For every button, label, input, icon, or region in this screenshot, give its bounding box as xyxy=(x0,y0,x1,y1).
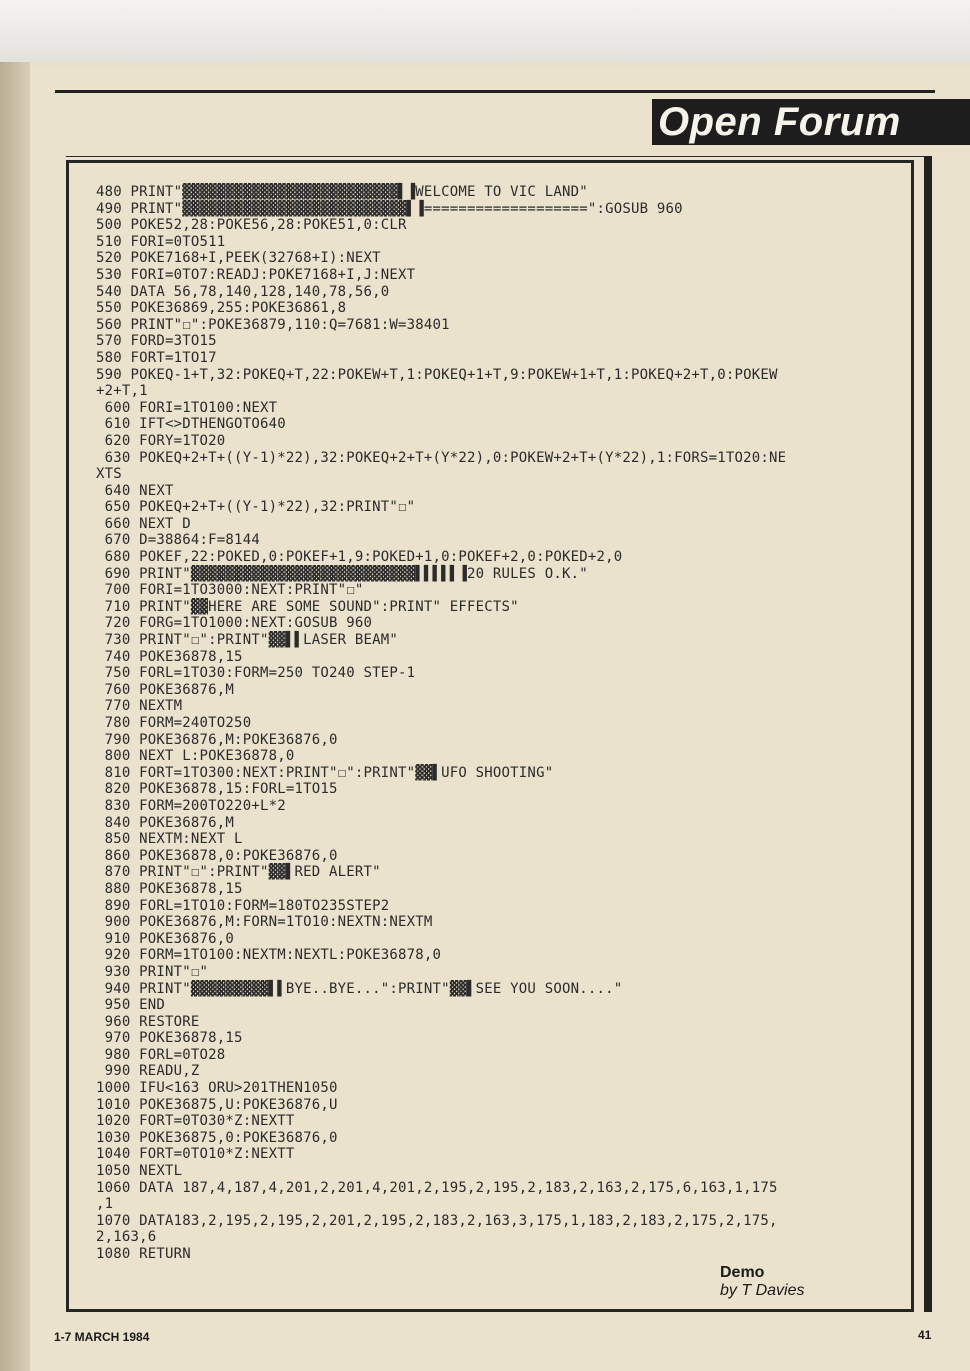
code-line: 760 POKE36876,M xyxy=(96,681,235,698)
code-line: 640 NEXT xyxy=(96,482,174,499)
code-line: 920 FORM=1TO100:NEXTM:NEXTL:POKE36878,0 xyxy=(96,947,442,964)
code-line: 1050 NEXTL xyxy=(96,1163,183,1180)
code-line: 940 PRINT"▓▓▓▓▓▓▓▓▓▌▌BYE..BYE...":PRINT"▓▓▌SEE YOU SOON...." xyxy=(96,980,623,997)
page-number: 41 xyxy=(918,1328,932,1342)
code-line: 910 POKE36876,0 xyxy=(96,930,235,947)
code-line: +2+T,1 xyxy=(96,383,148,400)
code-line: 740 POKE36878,15 xyxy=(96,648,243,665)
code-line: 770 NEXTM xyxy=(96,698,183,715)
code-line: 1030 POKE36875,0:POKE36876,0 xyxy=(96,1129,338,1146)
code-line: 480 PRINT"▓▓▓▓▓▓▓▓▓▓▓▓▓▓▓▓▓▓▓▓▓▓▓▓▓▌▐WELCOME TO VIC LAND" xyxy=(96,184,588,200)
code-line: 840 POKE36876,M xyxy=(96,814,235,831)
code-line: 1010 POKE36875,U:POKE36876,U xyxy=(96,1096,338,1113)
code-line: 2,163,6 xyxy=(96,1229,157,1246)
code-line: 550 POKE36869,255:POKE36861,8 xyxy=(96,300,347,317)
code-line: 530 FORI=0TO7:READJ:POKE7168+I,J:NEXT xyxy=(96,266,416,283)
code-line: 870 PRINT"☐":PRINT"▓▓▌RED ALERT" xyxy=(96,864,381,881)
code-line: 1020 FORT=0TO30*Z:NEXTT xyxy=(96,1113,295,1130)
code-line: 890 FORL=1TO10:FORM=180TO235STEP2 xyxy=(96,897,390,914)
frame-shadow xyxy=(924,156,932,1312)
credit-byline: by T Davies xyxy=(720,1282,805,1299)
header-rule xyxy=(55,90,935,93)
code-line: 510 FORI=0TO511 xyxy=(96,233,226,250)
code-line: 520 POKE7168+I,PEEK(32768+I):NEXT xyxy=(96,250,381,267)
code-line: ,1 xyxy=(96,1196,114,1213)
frame-top-rule xyxy=(66,156,926,157)
program-listing xyxy=(96,184,906,1263)
code-line: 800 NEXT L:POKE36878,0 xyxy=(96,748,295,765)
code-line: 610 IFT<>DTHENGOTO640 xyxy=(96,416,286,433)
code-line: 960 RESTORE xyxy=(96,1013,200,1030)
code-line: 570 FORD=3TO15 xyxy=(96,333,217,350)
code-line: 1070 DATA183,2,195,2,195,2,201,2,195,2,183,2,163,3,175,1,183,2,183,2,175,2,175, xyxy=(96,1212,778,1229)
code-line: 1040 FORT=0TO10*Z:NEXTT xyxy=(96,1146,295,1163)
section-title: Open Forum xyxy=(652,99,970,145)
code-line: 990 READU,Z xyxy=(96,1063,200,1080)
code-line: 1060 DATA 187,4,187,4,201,2,201,4,201,2,195,2,195,2,183,2,163,2,175,6,163,1,175 xyxy=(96,1179,778,1196)
code-line: 690 PRINT"▓▓▓▓▓▓▓▓▓▓▓▓▓▓▓▓▓▓▓▓▓▓▓▓▓▓▌▌▌▌▌▐20 RULES O.K." xyxy=(96,565,588,582)
code-line: 630 POKEQ+2+T+((Y-1)*22),32:POKEQ+2+T+(Y*22),0:POKEW+2+T+(Y*22),1:FORS=1TO20:NE xyxy=(96,449,787,466)
code-line: 560 PRINT"☐":POKE36879,110:Q=7681:W=38401 xyxy=(96,316,450,333)
code-line: 730 PRINT"☐":PRINT"▓▓▌▌LASER BEAM" xyxy=(96,632,399,649)
code-line: 670 D=38864:F=8144 xyxy=(96,532,260,549)
code-line: 580 FORT=1TO17 xyxy=(96,349,217,366)
code-line: 590 POKEQ-1+T,32:POKEQ+T,22:POKEW+T,1:POKEQ+1+T,9:POKEW+1+T,1:POKEQ+2+T,0:POKEW xyxy=(96,366,778,383)
code-line: 600 FORI=1TO100:NEXT xyxy=(96,399,278,416)
code-line: 790 POKE36876,M:POKE36876,0 xyxy=(96,731,338,748)
code-line: 850 NEXTM:NEXT L xyxy=(96,831,243,848)
code-line: 810 FORT=1TO300:NEXT:PRINT"☐":PRINT"▓▓▌UFO SHOOTING" xyxy=(96,764,554,781)
code-line: 1000 IFU<163 ORU>201THEN1050 xyxy=(96,1080,338,1097)
footer-date: 1-7 MARCH 1984 xyxy=(54,1330,150,1344)
code-line: 540 DATA 56,78,140,128,140,78,56,0 xyxy=(96,283,390,300)
page-gutter xyxy=(0,62,30,1371)
code-line: 830 FORM=200TO220+L*2 xyxy=(96,797,286,814)
code-line: 720 FORG=1TO1000:NEXT:GOSUB 960 xyxy=(96,615,373,632)
scan-background xyxy=(0,0,970,62)
article-credit xyxy=(720,1264,804,1300)
code-line: 700 FORI=1TO3000:NEXT:PRINT"☐" xyxy=(96,582,364,599)
code-line: 950 END xyxy=(96,997,166,1014)
code-line: 1080 RETURN xyxy=(96,1246,191,1262)
code-line: 970 POKE36878,15 xyxy=(96,1030,243,1047)
code-line: 980 FORL=0TO28 xyxy=(96,1046,226,1063)
code-line: 820 POKE36878,15:FORL=1TO15 xyxy=(96,781,338,798)
code-line: 860 POKE36878,0:POKE36876,0 xyxy=(96,847,338,864)
code-line: 680 POKEF,22:POKED,0:POKEF+1,9:POKED+1,0:POKEF+2,0:POKED+2,0 xyxy=(96,549,623,566)
credit-title: Demo xyxy=(720,1264,765,1281)
code-line: 900 POKE36876,M:FORN=1TO10:NEXTN:NEXTM xyxy=(96,914,433,931)
code-line: 650 POKEQ+2+T+((Y-1)*22),32:PRINT"☐" xyxy=(96,499,416,516)
code-line: 620 FORY=1TO20 xyxy=(96,432,226,449)
code-line: 880 POKE36878,15 xyxy=(96,880,243,897)
code-line: 500 POKE52,28:POKE56,28:POKE51,0:CLR xyxy=(96,217,407,234)
code-line: 490 PRINT"▓▓▓▓▓▓▓▓▓▓▓▓▓▓▓▓▓▓▓▓▓▓▓▓▓▓▌▐===================":GOSUB 960 xyxy=(96,200,683,217)
code-line: 750 FORL=1TO30:FORM=250 TO240 STEP-1 xyxy=(96,665,416,682)
code-line: 780 FORM=240TO250 xyxy=(96,715,252,731)
code-line: 930 PRINT"☐" xyxy=(96,963,209,980)
code-line: 660 NEXT D xyxy=(96,515,191,532)
code-line: 710 PRINT"▓▓HERE ARE SOME SOUND":PRINT" EFFECTS" xyxy=(96,598,519,615)
code-line: XTS xyxy=(96,466,122,483)
